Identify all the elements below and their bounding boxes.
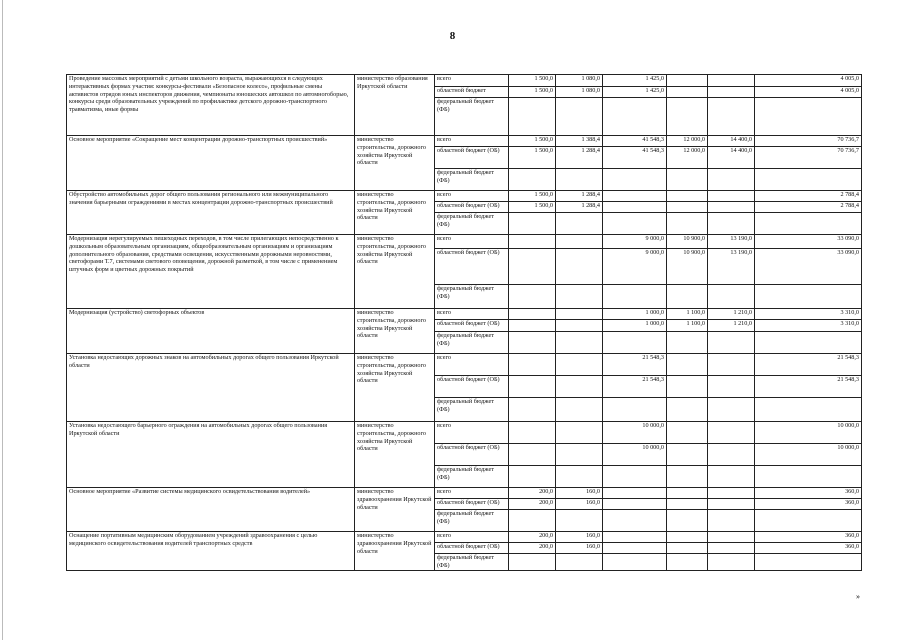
- amount-cell: [708, 98, 755, 136]
- amount-cell: [708, 87, 755, 98]
- amount-cell: 10 000,0: [603, 444, 667, 466]
- page-left-edge: [2, 0, 3, 640]
- activity-description: Обустройство автомобильных дорог общего пользования регионального или межмуниципального значения барьерными ограждениями в местах концентрации дорожно-транспортных происшествий: [67, 191, 355, 235]
- amount-cell: [708, 169, 755, 191]
- total-amount-cell: 2 788,4: [755, 191, 862, 202]
- amount-cell: 160,0: [556, 532, 603, 543]
- amount-cell: 13 190,0: [708, 235, 755, 249]
- activity-description: Основное мероприятие «Развитие системы медицинского освидетельствования водителей»: [67, 488, 355, 532]
- funding-source: областной бюджет (ОБ): [435, 320, 509, 332]
- responsible-organization: министерство здравоохранения Иркутской области: [355, 532, 435, 571]
- amount-cell: [667, 354, 708, 376]
- amount-cell: 9 000,0: [603, 235, 667, 249]
- amount-cell: 41 548,3: [603, 147, 667, 169]
- total-amount-cell: [755, 332, 862, 354]
- responsible-organization: министерство здравоохранения Иркутской области: [355, 488, 435, 532]
- amount-cell: [603, 510, 667, 532]
- amount-cell: [556, 98, 603, 136]
- responsible-organization: министерство образования Иркутской области: [355, 75, 435, 136]
- amount-cell: [509, 398, 556, 422]
- amount-cell: 200,0: [509, 532, 556, 543]
- amount-cell: [556, 554, 603, 571]
- table-row: [67, 488, 862, 499]
- amount-cell: [667, 510, 708, 532]
- funding-source: областной бюджет (ОБ): [435, 249, 509, 285]
- amount-cell: 1 100,0: [667, 320, 708, 332]
- total-amount-cell: 2 788,4: [755, 202, 862, 213]
- table-row: [67, 309, 862, 320]
- amount-cell: [708, 543, 755, 554]
- amount-cell: [556, 285, 603, 309]
- amount-cell: 1 080,0: [556, 87, 603, 98]
- responsible-organization: министерство строительства, дорожного хозяйства Иркутской области: [355, 422, 435, 488]
- amount-cell: [667, 444, 708, 466]
- amount-cell: [708, 398, 755, 422]
- total-amount-cell: 70 736,7: [755, 136, 862, 147]
- amount-cell: 9 000,0: [603, 249, 667, 285]
- amount-cell: [509, 169, 556, 191]
- amount-cell: 1 000,0: [603, 309, 667, 320]
- amount-cell: [556, 376, 603, 398]
- responsible-organization: министерство строительства, дорожного хозяйства Иркутской области: [355, 309, 435, 354]
- total-amount-cell: [755, 554, 862, 571]
- amount-cell: [603, 98, 667, 136]
- funding-source: областной бюджет (ОБ): [435, 376, 509, 398]
- amount-cell: 1 388,4: [556, 136, 603, 147]
- amount-cell: [667, 543, 708, 554]
- amount-cell: 1 500,0: [509, 147, 556, 169]
- table-row: [67, 235, 862, 249]
- amount-cell: 200,0: [509, 499, 556, 510]
- amount-cell: [556, 422, 603, 444]
- amount-cell: 1 210,0: [708, 309, 755, 320]
- activity-description: Установка недостающего барьерного ограждения на автомобильных дорогах общего пользования Иркутской области: [67, 422, 355, 488]
- responsible-organization: министерство строительства, дорожного хозяйства Иркутской области: [355, 354, 435, 422]
- amount-cell: [603, 466, 667, 488]
- amount-cell: 1 288,4: [556, 147, 603, 169]
- total-amount-cell: 4 005,0: [755, 87, 862, 98]
- table-row: [67, 354, 862, 376]
- amount-cell: 200,0: [509, 488, 556, 499]
- amount-cell: [603, 332, 667, 354]
- amount-cell: [509, 354, 556, 376]
- amount-cell: [667, 398, 708, 422]
- total-amount-cell: 10 000,0: [755, 444, 862, 466]
- trailing-mark: »: [856, 592, 860, 601]
- amount-cell: [556, 510, 603, 532]
- amount-cell: [509, 213, 556, 235]
- amount-cell: [509, 444, 556, 466]
- activity-description: Проведение массовых мероприятий с детьми школьного возраста, выражающихся в следующих интерактивных формах участия: конкурсы-фестивали «Безопасное колесо», профильные смены активистов отрядов юных инспекторов движения, чемпионаты юношеских автошкол по автомногоборью, конкурсы среди образовательных учреждений по профилактике детского дорожно-транспортного травматизма, иные формы: [67, 75, 355, 136]
- amount-cell: 1 080,0: [556, 75, 603, 87]
- amount-cell: [708, 444, 755, 466]
- amount-cell: [556, 169, 603, 191]
- total-amount-cell: 33 090,0: [755, 249, 862, 285]
- amount-cell: [556, 466, 603, 488]
- amount-cell: [667, 285, 708, 309]
- funding-source: федеральный бюджет (ФБ): [435, 554, 509, 571]
- amount-cell: [667, 532, 708, 543]
- amount-cell: [603, 191, 667, 202]
- amount-cell: 21 548,3: [603, 354, 667, 376]
- table-row: [67, 191, 862, 202]
- amount-cell: [708, 376, 755, 398]
- amount-cell: [509, 309, 556, 320]
- amount-cell: [509, 554, 556, 571]
- amount-cell: [603, 398, 667, 422]
- total-amount-cell: [755, 466, 862, 488]
- responsible-organization: министерство строительства, дорожного хозяйства Иркутской области: [355, 235, 435, 309]
- amount-cell: [603, 532, 667, 543]
- funding-source: областной бюджет (ОБ): [435, 444, 509, 466]
- amount-cell: [556, 354, 603, 376]
- table-row: [67, 532, 862, 543]
- amount-cell: 1 425,0: [603, 75, 667, 87]
- funding-source: всего: [435, 191, 509, 202]
- funding-source: федеральный бюджет (ФБ): [435, 466, 509, 488]
- amount-cell: 1 500,0: [509, 202, 556, 213]
- amount-cell: 10 900,0: [667, 235, 708, 249]
- amount-cell: 10 000,0: [603, 422, 667, 444]
- total-amount-cell: 360,0: [755, 532, 862, 543]
- table-row: [67, 422, 862, 444]
- amount-cell: [603, 285, 667, 309]
- amount-cell: 14 400,0: [708, 147, 755, 169]
- amount-cell: [603, 169, 667, 191]
- total-amount-cell: [755, 398, 862, 422]
- funding-source: всего: [435, 488, 509, 499]
- funding-source: областной бюджет (ОБ): [435, 202, 509, 213]
- amount-cell: [667, 75, 708, 87]
- funding-source: федеральный бюджет (ФБ): [435, 213, 509, 235]
- amount-cell: [509, 376, 556, 398]
- funding-source: всего: [435, 309, 509, 320]
- total-amount-cell: [755, 98, 862, 136]
- amount-cell: 13 190,0: [708, 249, 755, 285]
- total-amount-cell: 360,0: [755, 499, 862, 510]
- amount-cell: [708, 285, 755, 309]
- amount-cell: [708, 422, 755, 444]
- total-amount-cell: [755, 213, 862, 235]
- total-amount-cell: 3 310,0: [755, 309, 862, 320]
- amount-cell: [667, 499, 708, 510]
- amount-cell: [556, 213, 603, 235]
- amount-cell: 1 000,0: [603, 320, 667, 332]
- amount-cell: [708, 75, 755, 87]
- funding-source: областной бюджет (ОБ): [435, 543, 509, 554]
- budget-table: [66, 74, 862, 571]
- amount-cell: [603, 202, 667, 213]
- activity-description: Модернизация (устройство) светофорных объектов: [67, 309, 355, 354]
- activity-description: Оснащение портативным медицинским оборудованием учреждений здравоохранения с целью медицинского освидетельствования водителей транспортных средств: [67, 532, 355, 571]
- amount-cell: 160,0: [556, 543, 603, 554]
- amount-cell: [603, 499, 667, 510]
- amount-cell: [667, 191, 708, 202]
- amount-cell: [708, 488, 755, 499]
- amount-cell: [556, 332, 603, 354]
- amount-cell: [509, 98, 556, 136]
- total-amount-cell: 360,0: [755, 543, 862, 554]
- amount-cell: [556, 320, 603, 332]
- table-row: [67, 75, 862, 87]
- amount-cell: 14 400,0: [708, 136, 755, 147]
- funding-source: федеральный бюджет (ФБ): [435, 98, 509, 136]
- amount-cell: [603, 488, 667, 499]
- amount-cell: [667, 98, 708, 136]
- amount-cell: [667, 213, 708, 235]
- amount-cell: [667, 87, 708, 98]
- amount-cell: [603, 554, 667, 571]
- amount-cell: [667, 376, 708, 398]
- funding-source: областной бюджет: [435, 87, 509, 98]
- activity-description: Установка недостающих дорожных знаков на автомобильных дорогах общего пользования Иркутской области: [67, 354, 355, 422]
- amount-cell: [667, 332, 708, 354]
- funding-source: всего: [435, 136, 509, 147]
- amount-cell: 160,0: [556, 488, 603, 499]
- amount-cell: [603, 213, 667, 235]
- amount-cell: 160,0: [556, 499, 603, 510]
- total-amount-cell: 360,0: [755, 488, 862, 499]
- amount-cell: 200,0: [509, 543, 556, 554]
- funding-source: всего: [435, 75, 509, 87]
- amount-cell: [509, 249, 556, 285]
- funding-source: федеральный бюджет (ФБ): [435, 510, 509, 532]
- amount-cell: [667, 554, 708, 571]
- activity-description: Основное мероприятие «Сокращение мест концентрации дорожно-транспортных происшествий»: [67, 136, 355, 191]
- amount-cell: [708, 354, 755, 376]
- amount-cell: [708, 499, 755, 510]
- funding-source: всего: [435, 532, 509, 543]
- amount-cell: 10 900,0: [667, 249, 708, 285]
- amount-cell: [556, 249, 603, 285]
- total-amount-cell: 10 000,0: [755, 422, 862, 444]
- amount-cell: [509, 320, 556, 332]
- total-amount-cell: [755, 510, 862, 532]
- amount-cell: [509, 422, 556, 444]
- total-amount-cell: 4 005,0: [755, 75, 862, 87]
- amount-cell: [509, 332, 556, 354]
- amount-cell: [708, 202, 755, 213]
- funding-source: федеральный бюджет (ФБ): [435, 169, 509, 191]
- funding-source: федеральный бюджет (ФБ): [435, 285, 509, 309]
- funding-source: федеральный бюджет (ФБ): [435, 398, 509, 422]
- total-amount-cell: 21 548,3: [755, 354, 862, 376]
- responsible-organization: министерство строительства, дорожного хозяйства Иркутской области: [355, 136, 435, 191]
- funding-source: федеральный бюджет (ФБ): [435, 332, 509, 354]
- amount-cell: 1 500,0: [509, 87, 556, 98]
- amount-cell: 1 288,4: [556, 202, 603, 213]
- amount-cell: 1 500,0: [509, 191, 556, 202]
- amount-cell: 1 425,0: [603, 87, 667, 98]
- amount-cell: 1 288,4: [556, 191, 603, 202]
- amount-cell: 1 500,0: [509, 136, 556, 147]
- funding-source: всего: [435, 354, 509, 376]
- funding-source: областной бюджет (ОБ): [435, 499, 509, 510]
- funding-source: всего: [435, 422, 509, 444]
- amount-cell: [708, 332, 755, 354]
- total-amount-cell: [755, 285, 862, 309]
- total-amount-cell: 21 548,3: [755, 376, 862, 398]
- amount-cell: [708, 466, 755, 488]
- total-amount-cell: 70 736,7: [755, 147, 862, 169]
- activity-description: Модернизация нерегулируемых пешеходных переходов, в том числе прилегающих непосредственно к дошкольным образовательным организациям, общеобразовательным организациям и организациям дополнительного образования, средствами освещения, искусственными дорожными неровностями, светофорами Т.7, системами светового оповещения, дорожной разметкой, в том числе с применением штучных форм и цветных дорожных покрытий: [67, 235, 355, 309]
- amount-cell: [509, 285, 556, 309]
- amount-cell: [667, 169, 708, 191]
- amount-cell: [667, 488, 708, 499]
- amount-cell: [556, 309, 603, 320]
- table-row: [67, 136, 862, 147]
- amount-cell: 12 000,0: [667, 147, 708, 169]
- amount-cell: [708, 532, 755, 543]
- funding-source: всего: [435, 235, 509, 249]
- amount-cell: [603, 543, 667, 554]
- amount-cell: [667, 466, 708, 488]
- amount-cell: 21 548,3: [603, 376, 667, 398]
- total-amount-cell: 3 310,0: [755, 320, 862, 332]
- amount-cell: 12 000,0: [667, 136, 708, 147]
- amount-cell: 1 100,0: [667, 309, 708, 320]
- amount-cell: [556, 444, 603, 466]
- page-number: 8: [449, 30, 456, 42]
- amount-cell: [556, 235, 603, 249]
- amount-cell: [667, 202, 708, 213]
- amount-cell: [509, 510, 556, 532]
- total-amount-cell: 33 090,0: [755, 235, 862, 249]
- responsible-organization: министерство строительства, дорожного хозяйства Иркутской области: [355, 191, 435, 235]
- amount-cell: [708, 510, 755, 532]
- amount-cell: [708, 213, 755, 235]
- amount-cell: [667, 422, 708, 444]
- amount-cell: [708, 554, 755, 571]
- total-amount-cell: [755, 169, 862, 191]
- amount-cell: [509, 466, 556, 488]
- amount-cell: [556, 398, 603, 422]
- amount-cell: [708, 191, 755, 202]
- amount-cell: 1 500,0: [509, 75, 556, 87]
- amount-cell: 41 548,3: [603, 136, 667, 147]
- amount-cell: [509, 235, 556, 249]
- amount-cell: 1 210,0: [708, 320, 755, 332]
- funding-source: областной бюджет (ОБ): [435, 147, 509, 169]
